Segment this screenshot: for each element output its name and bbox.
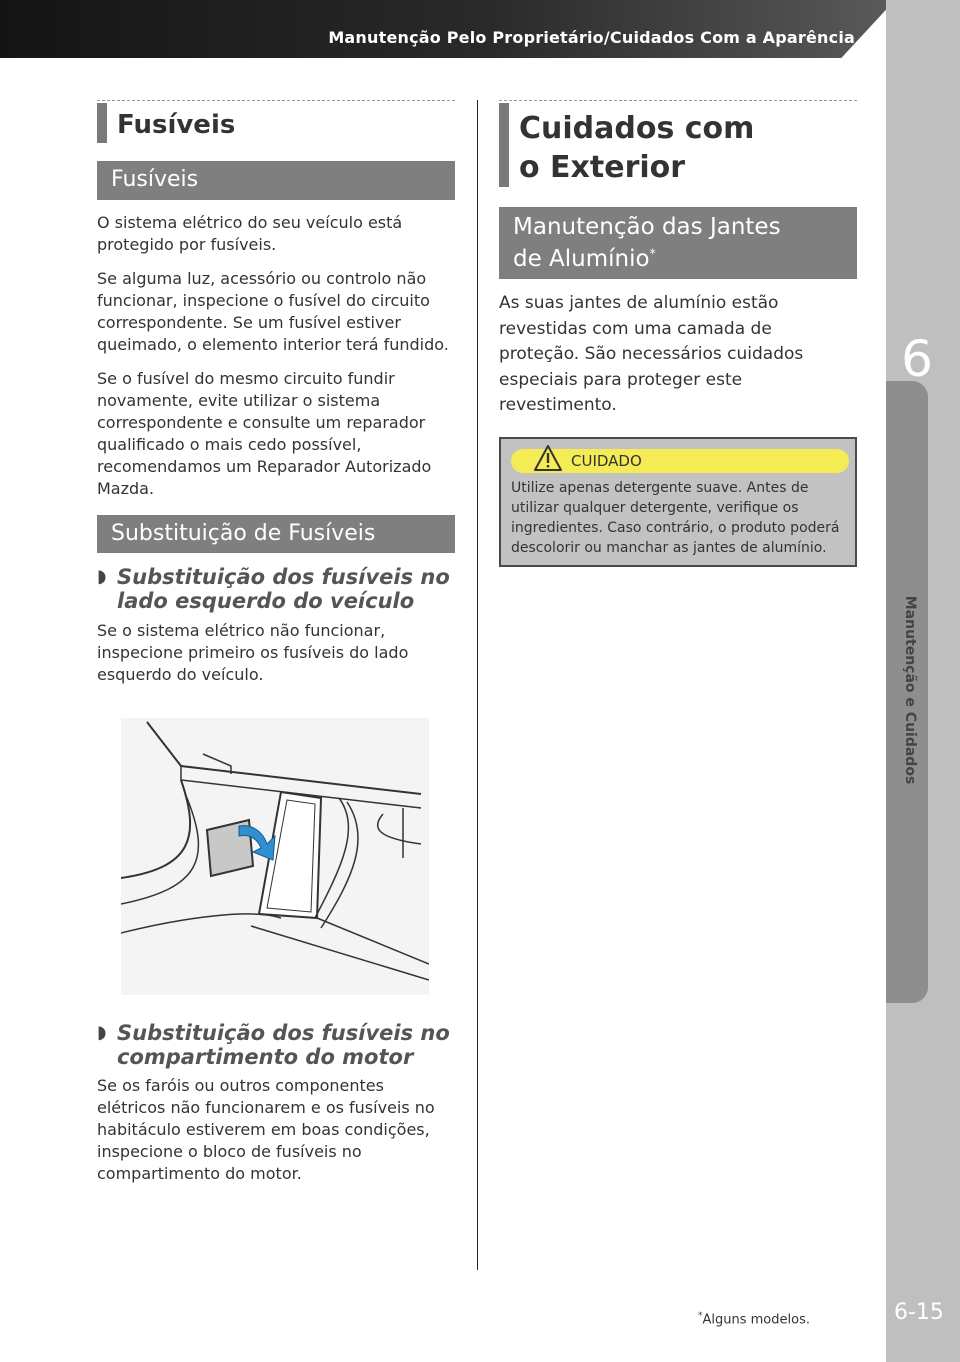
footnote-asterisk: * bbox=[698, 1311, 703, 1321]
page-number: 6-15 bbox=[894, 1300, 944, 1325]
fuse-cover-illustration bbox=[121, 718, 429, 995]
section-title-line2: o Exterior bbox=[519, 150, 686, 185]
minor-heading-left-side bbox=[97, 565, 455, 613]
caution-box bbox=[499, 437, 857, 567]
subheading-line1: Manutenção das Jantes bbox=[513, 214, 781, 240]
column-divider bbox=[477, 100, 478, 1270]
chapter-label: Manutenção e Cuidados bbox=[902, 595, 918, 785]
minor-heading-text: Substituição dos fusíveis no compartimento do motor bbox=[117, 1020, 450, 1069]
subheading-line2: de Alumínio bbox=[513, 246, 650, 273]
paragraph: Se alguma luz, acessório ou controlo não funcionar, inspecione o fusível do circuito correspondente. Se um fusível estiver queimado, o elemento interior terá fundido. bbox=[97, 268, 449, 354]
footnote-text: Alguns modelos. bbox=[702, 1312, 810, 1328]
paragraph: Se o sistema elétrico não funcionar, inspecione primeiro os fusíveis do lado esquerdo do veículo. bbox=[97, 620, 409, 684]
footnote bbox=[698, 1311, 810, 1327]
left-column bbox=[97, 100, 455, 1186]
caution-label: CUIDADO bbox=[571, 451, 642, 470]
paragraph: Se o fusível do mesmo circuito fundir novamente, evite utilizar o sistema correspondente e consulte um reparador qualificado o mais cedo possível, recomendamos um Reparador Autorizado Mazda. bbox=[97, 369, 432, 499]
section-title bbox=[499, 100, 857, 187]
paragraph: Se os faróis ou outros componentes elétricos não funcionarem e os fusíveis no habitáculo estiverem em boas condições, inspecione o bloco de fusíveis no compartimento do motor. bbox=[97, 1076, 435, 1184]
illustration-svg bbox=[121, 718, 429, 995]
minor-heading-text: Substituição dos fusíveis no lado esquerdo do veículo bbox=[117, 565, 450, 614]
subheading-fuses: Fusíveis bbox=[97, 161, 455, 200]
asterisk-mark: * bbox=[649, 246, 656, 261]
bullet-icon: ◗ bbox=[97, 1021, 107, 1043]
paragraph: O sistema elétrico do seu veículo está protegido por fusíveis. bbox=[97, 212, 403, 254]
header-title: Manutenção Pelo Proprietário/Cuidados Com a Aparência bbox=[328, 28, 855, 47]
section-title-line1: Cuidados com bbox=[519, 111, 755, 146]
minor-heading-engine bbox=[97, 1021, 455, 1069]
section-title: Fusíveis bbox=[97, 100, 455, 143]
subheading-alloy-wheels bbox=[499, 207, 857, 279]
caution-text: Utilize apenas detergente suave. Antes de utilizar qualquer detergente, verifique os ingredientes. Caso contrário, o produto poderá descolorir ou manchar as jantes de alumínio. bbox=[511, 479, 840, 556]
paragraph: As suas jantes de alumínio estão revestidas com uma camada de proteção. São necessários cuidados especiais para proteger este revestimento. bbox=[499, 293, 804, 416]
chapter-number: 6 bbox=[901, 330, 933, 388]
subheading-fuse-replacement: Substituição de Fusíveis bbox=[97, 515, 455, 554]
caution-header bbox=[511, 449, 849, 473]
bullet-icon: ◗ bbox=[97, 566, 107, 588]
warning-icon bbox=[533, 444, 563, 472]
right-column bbox=[499, 100, 857, 567]
